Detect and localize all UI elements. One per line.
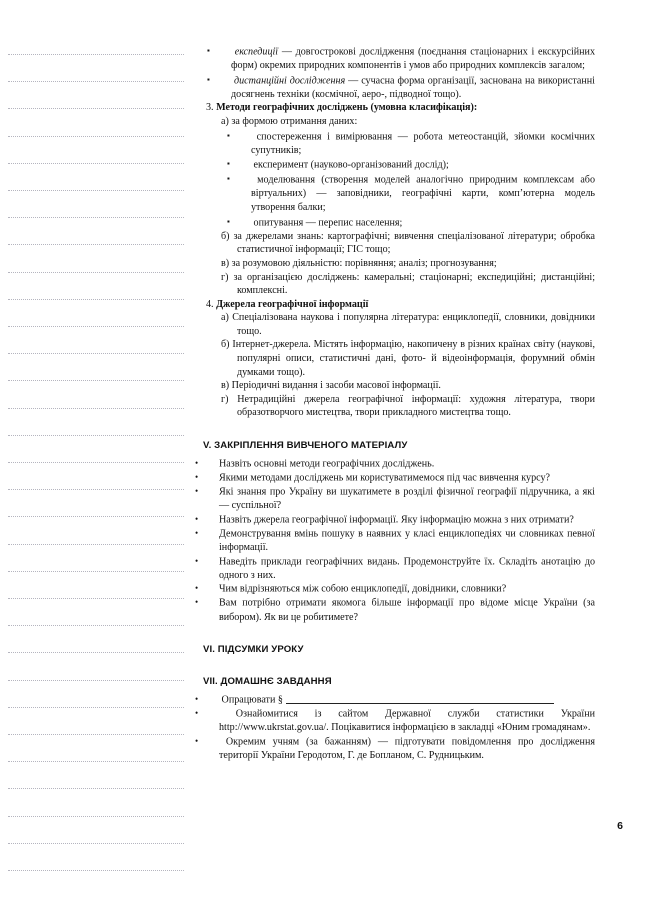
sub-item-marker: б) bbox=[221, 339, 230, 351]
note-rule-line bbox=[8, 435, 184, 436]
sub-item-text: Періодичні видання і засоби масової інформації. bbox=[231, 380, 441, 392]
spacer bbox=[203, 624, 595, 643]
homework-text: Опрацювати § bbox=[221, 694, 283, 706]
list-item-text: Які знання про Україну ви шукатимете в розділі фізичної географії підручника, а які — суспільної? bbox=[219, 486, 595, 512]
sub-item-a bbox=[221, 115, 595, 129]
sub-item-v bbox=[221, 257, 595, 271]
list-item-text: Демонстрування вмінь пошуку в наявних у класі енциклопедіях чи словниках певної інформації. bbox=[219, 528, 595, 554]
list-item bbox=[219, 73, 595, 102]
note-rule-line bbox=[8, 380, 184, 381]
note-rule-line bbox=[8, 217, 184, 218]
item-number: 4. bbox=[206, 298, 214, 310]
section-heading-vi: VI. ПІДСУМКИ УРОКУ bbox=[203, 644, 304, 656]
homework-item bbox=[207, 735, 595, 763]
sub-item-b bbox=[221, 230, 595, 257]
note-rule-line bbox=[8, 353, 184, 354]
numbered-item-3 bbox=[206, 101, 595, 115]
note-rule-line bbox=[8, 272, 184, 273]
spacer bbox=[203, 656, 595, 675]
note-rule-line bbox=[8, 680, 184, 681]
homework-item bbox=[207, 693, 595, 707]
list-item bbox=[207, 555, 595, 583]
homework-text: Ознайомитися із сайтом Державної служби статистики України http://www.ukrstat.gov.ua/. Поцікавитися інформацією в закладці «Юним громадянам». bbox=[219, 708, 595, 734]
note-rule-line bbox=[8, 843, 184, 844]
list-item bbox=[207, 582, 595, 596]
sub-item-marker: г) bbox=[221, 271, 229, 283]
sub-item-marker: а) bbox=[221, 312, 229, 324]
section-heading-v: V. ЗАКРІПЛЕННЯ ВИВЧЕНОГО МАТЕРІАЛУ bbox=[203, 440, 408, 452]
list-item-text: Назвіть джерела географічної інформації. Яку інформацію можна з них отримати? bbox=[219, 514, 574, 526]
note-rule-line bbox=[8, 707, 184, 708]
list-item bbox=[207, 471, 595, 485]
sub-item-text: Інтернет-джерела. Містять інформацію, накопичену в різних країнах світу (наукові, популярні описи, статистичні дані, фото- й відеоінформація, форумний обмін думками тощо). bbox=[232, 339, 595, 378]
list-item-text: Вам потрібно отримати якомога більше інформації про відоме місце України (за вибором). Як ви це робитимете? bbox=[219, 597, 595, 623]
note-rule-line bbox=[8, 54, 184, 55]
list-item bbox=[207, 513, 595, 527]
sub-item-text: Нетрадиційні джерела географічної інформації: художня література, твори образотворчого мистецтва, твори прикладного мистецтва тощо. bbox=[237, 393, 596, 419]
sub-item-a bbox=[221, 311, 595, 338]
spacer bbox=[203, 420, 595, 439]
note-rule-line bbox=[8, 408, 184, 409]
item-title: Джерела географічної інформації bbox=[216, 298, 369, 310]
numbered-item-4 bbox=[206, 298, 595, 312]
list-item bbox=[219, 44, 595, 73]
note-rule-line bbox=[8, 516, 184, 517]
sub-item-text: за джерелами знань: картографічні; вивчення спеціалізованої літератури; обробка статистичної інформації; ГІС тощо; bbox=[233, 230, 595, 256]
list-item-text: — довгострокові дослідження (поєднання стаціонарних і екскурсійних форм) окремих природних компонентів і умов або природних комплексів загалом; bbox=[231, 46, 596, 72]
document-body bbox=[203, 44, 595, 763]
sub-item-v bbox=[221, 379, 595, 393]
page-number: 6 bbox=[617, 820, 623, 832]
fill-in-blank-line bbox=[286, 695, 554, 703]
sub-item-marker: г) bbox=[221, 393, 229, 405]
note-rule-line bbox=[8, 108, 184, 109]
note-rule-line bbox=[8, 489, 184, 490]
section-heading-vii: VII. ДОМАШНЄ ЗАВДАННЯ bbox=[203, 676, 332, 688]
sub-item-g bbox=[221, 393, 595, 420]
note-rule-line bbox=[8, 136, 184, 137]
note-rule-line bbox=[8, 625, 184, 626]
list-item bbox=[207, 485, 595, 513]
list-item-text: експеримент (науково-організований дослід); bbox=[253, 159, 449, 171]
note-rule-line bbox=[8, 652, 184, 653]
sub-item-text: за організацією досліджень: камеральні; стаціонарні; експедиційні; дистанційні; комплексні. bbox=[233, 271, 596, 297]
note-rule-line bbox=[8, 544, 184, 545]
list-item bbox=[239, 129, 595, 158]
note-rule-line bbox=[8, 571, 184, 572]
list-item-text: опитування — перепис населення; bbox=[253, 217, 403, 229]
note-rule-line bbox=[8, 816, 184, 817]
list-item bbox=[239, 172, 595, 214]
sub-item-g bbox=[221, 271, 595, 298]
note-rule-line bbox=[8, 734, 184, 735]
item-title: Методи географічних досліджень (умовна класифікація): bbox=[216, 102, 478, 114]
sub-item-marker: в) bbox=[221, 257, 230, 269]
list-item bbox=[207, 457, 595, 471]
list-item-text: Наведіть приклади географічних видань. Продемонструйте їх. Складіть анотацію до одного з них. bbox=[219, 556, 595, 581]
sub-item-marker: а) bbox=[221, 115, 229, 127]
list-item-text: — сучасна форма організації, заснована на використанні досягнень техніки (космічної, аеро-, підводної тощо). bbox=[231, 75, 595, 100]
list-item-text: Якими методами досліджень ми користуватимемося під час вивчення курсу? bbox=[219, 472, 551, 484]
note-rule-line bbox=[8, 462, 184, 463]
note-rule-line bbox=[8, 761, 184, 762]
note-rule-line bbox=[8, 244, 184, 245]
sub-item-text: за розумовою діяльністю: порівняння; аналіз; прогнозування; bbox=[231, 257, 497, 269]
note-rule-line bbox=[8, 163, 184, 164]
list-item-text: Назвіть основні методи географічних досліджень. bbox=[219, 458, 435, 470]
note-rule-line bbox=[8, 870, 184, 871]
term-emphasis: експедиції bbox=[234, 46, 279, 58]
note-rule-line bbox=[8, 788, 184, 789]
list-item-text: Чим відрізняються між собою енциклопедії, довідники, словники? bbox=[219, 583, 507, 595]
list-item-text: моделювання (створення моделей аналогічно природним комплексам або віртуальних) — заповідники, географічні карти, комп’ютерна модель утворення балки; bbox=[251, 174, 595, 214]
list-item-text: спостереження і вимірювання — робота метеостанцій, зйомки космічних супутників; bbox=[251, 131, 595, 156]
note-rule-line bbox=[8, 190, 184, 191]
note-rule-line bbox=[8, 81, 184, 82]
note-rule-line bbox=[8, 326, 184, 327]
list-item bbox=[239, 215, 595, 230]
sub-item-text: Спеціалізована наукова і популярна література: енциклопедії, словники, довідники тощо. bbox=[232, 312, 595, 337]
note-rule-line bbox=[8, 299, 184, 300]
list-item bbox=[207, 596, 595, 624]
sub-item-b bbox=[221, 338, 595, 379]
homework-item bbox=[207, 707, 595, 735]
note-rules-margin bbox=[0, 0, 196, 900]
item-number: 3. bbox=[206, 102, 214, 114]
term-emphasis: дистанційні дослідження bbox=[233, 75, 346, 87]
homework-text: Окремим учням (за бажанням) — підготувати повідомлення про дослідження території України Геродотом, Г. де Бопланом, С. Рудницьким. bbox=[219, 736, 595, 762]
sub-item-marker: б) bbox=[221, 230, 230, 242]
sub-item-marker: в) bbox=[221, 380, 230, 392]
note-rule-line bbox=[8, 598, 184, 599]
list-item bbox=[239, 157, 595, 172]
list-item bbox=[207, 527, 595, 555]
sub-item-text: за формою отримання даних: bbox=[231, 115, 358, 127]
